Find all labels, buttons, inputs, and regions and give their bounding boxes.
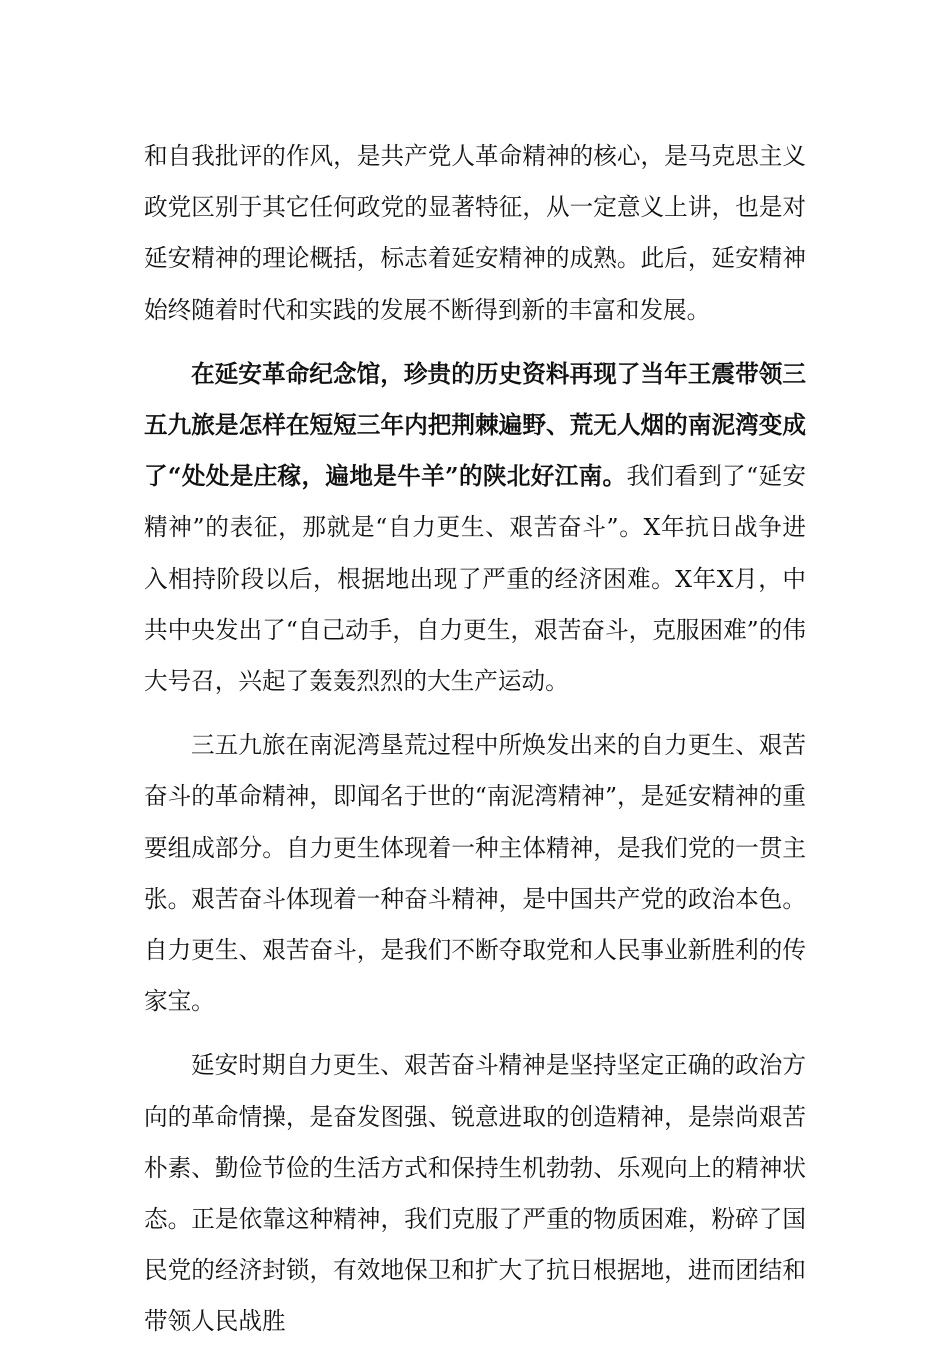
paragraph-2-bold-text: 在延安革命纪念馆，珍贵的历史资料再现了当年王震带领三五九旅是怎样在短短三年内把荆棘遍野、荒无人烟的南泥湾变成了“处处是庄稼，遍地是牛羊”的陕北好江南。 xyxy=(144,359,806,491)
paragraph-2-text: 我们看到了“延安精神”的表征，那就是“自力更生、艰苦奋斗”。X年抗日战争进入相持阶段以后，根据地出现了严重的经济困难。X年X月，中共中央发出了“自己动手，自力更生，艰苦奋斗，克服困难”的伟大号召，兴起了轰轰烈烈的大生产运动。 xyxy=(144,462,807,696)
paragraph-2 xyxy=(144,349,806,707)
document-body xyxy=(144,131,806,1348)
paragraph-4 xyxy=(144,1040,806,1347)
paragraph-4-text: 延安时期自力更生、艰苦奋斗精神是坚持坚定正确的政治方向的革命情操，是奋发图强、锐意进取的创造精神，是崇尚艰苦朴素、勤俭节俭的生活方式和保持生机勃勃、乐观向上的精神状态。正是依靠这种精神，我们克服了严重的物质困难，粉碎了国民党的经济封锁，有效地保卫和扩大了抗日根据地，进而团结和带领人民战胜 xyxy=(144,1051,806,1336)
paragraph-3 xyxy=(144,720,806,1027)
paragraph-1-text: 和自我批评的作风，是共产党人革命精神的核心，是马克思主义政党区别于其它任何政党的显著特征，从一定意义上讲，也是对延安精神的理论概括，标志着延安精神的成熟。此后，延安精神始终随着时代和实践的发展不断得到新的丰富和发展。 xyxy=(144,142,806,324)
paragraph-1 xyxy=(144,131,806,336)
paragraph-3-text: 三五九旅在南泥湾垦荒过程中所焕发出来的自力更生、艰苦奋斗的革命精神，即闻名于世的“南泥湾精神”，是延安精神的重要组成部分。自力更生体现着一种主体精神，是我们党的一贯主张。艰苦奋斗体现着一种奋斗精神，是中国共产党的政治本色。自力更生、艰苦奋斗，是我们不断夺取党和人民事业新胜利的传家宝。 xyxy=(144,731,806,1016)
